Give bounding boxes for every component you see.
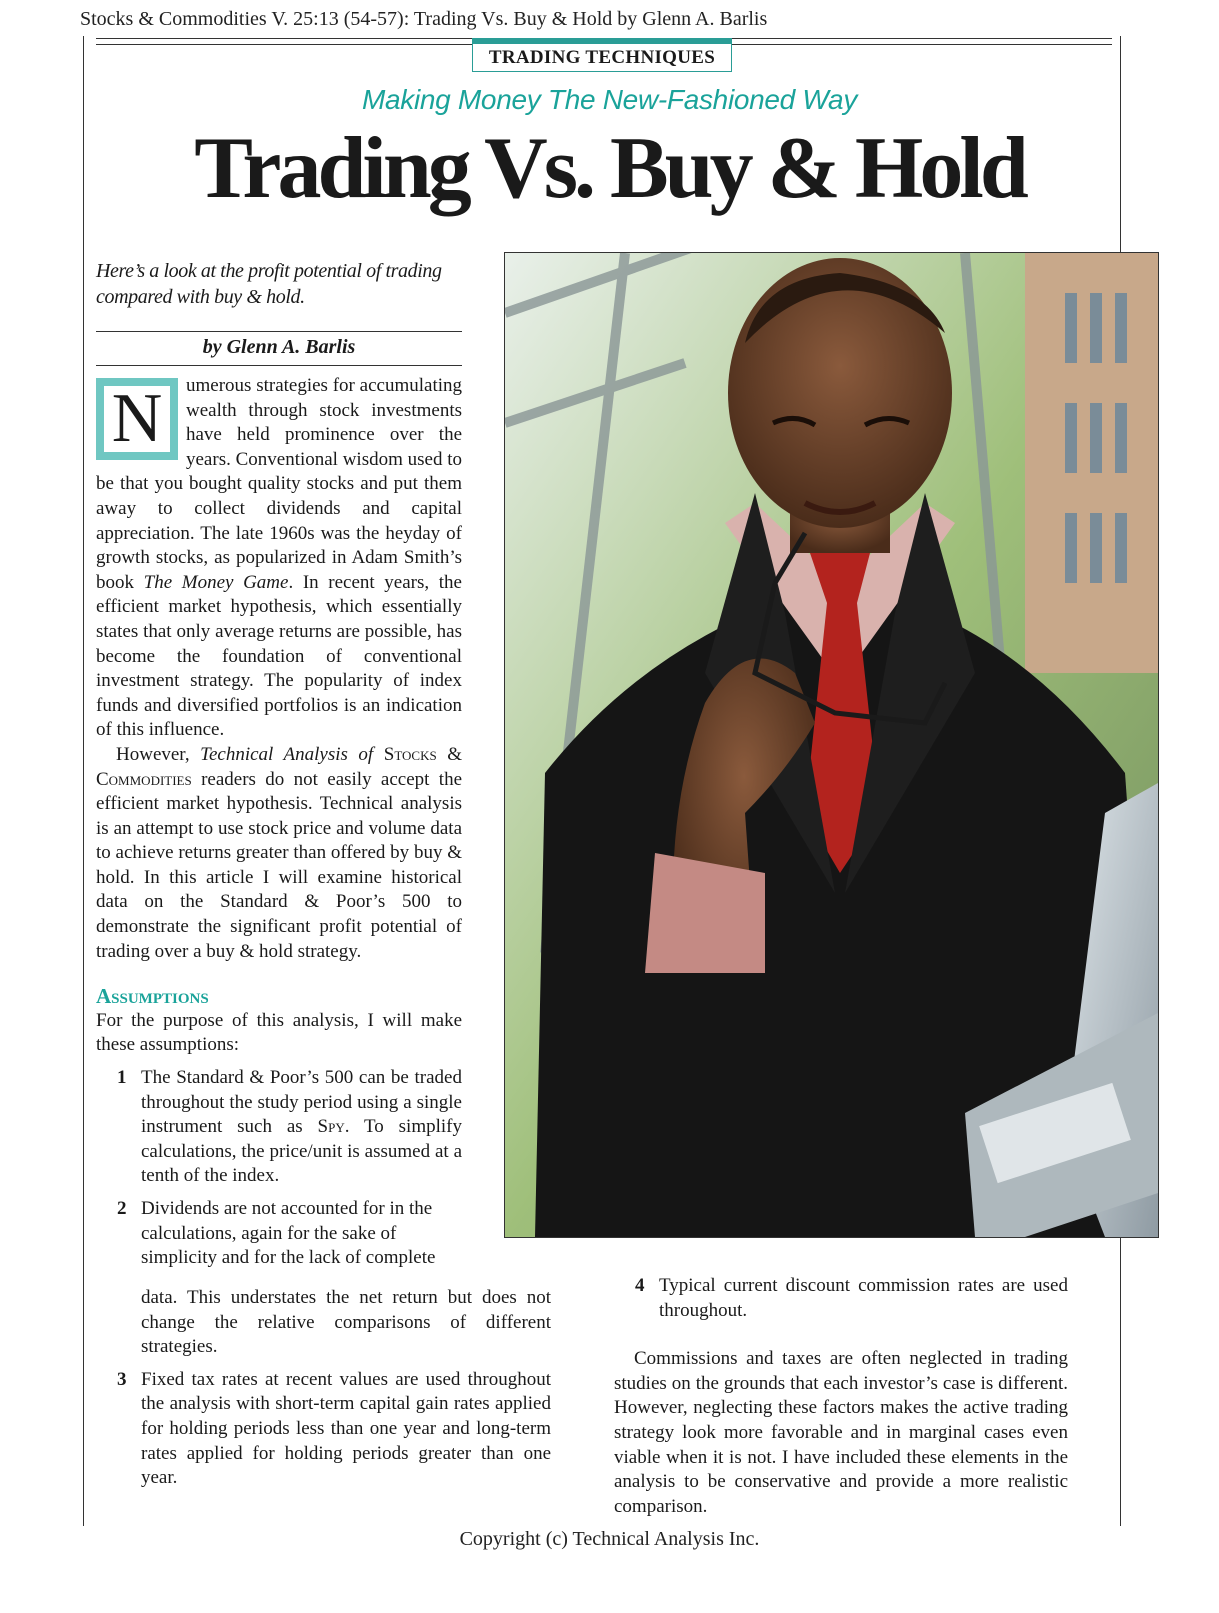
section-heading: Assumptions	[96, 984, 209, 1009]
copyright-footer: Copyright (c) Technical Analysis Inc.	[459, 1528, 760, 1550]
assumption-4	[614, 1274, 1068, 1323]
left-column-wide	[96, 1286, 551, 1491]
item-number: 1	[117, 1067, 127, 1089]
ticker-spy: Spy	[317, 1116, 345, 1138]
p2-end: readers do not easily accept the efficient market hypothesis. Technical analysis is an attempt to use stock price and volume data to achieve returns greater than offered by buy & hold. In this article I will examine historical data on the Standard & Poor’s 500 to demonstrate the significant profit potential of trading over a buy & hold strategy.	[96, 768, 462, 962]
article-title: Trading Vs. Buy & Hold	[194, 120, 1025, 217]
deck: Here’s a look at the profit potential of trading compared with buy & hold.	[96, 260, 442, 308]
item-number: 3	[117, 1368, 127, 1390]
paragraph-1	[96, 374, 462, 743]
magazine-commodities: Commodities	[96, 768, 192, 790]
p1-text: umerous strategies for accumulating wealth through stock investments have held prominence over the years. Conventional wisdom used to be that you bought quality stocks and put them away to collect dividends and capital appreciation. The late 1960s was the heyday of growth stocks, as popularized in Adam Smith’s book	[96, 375, 462, 593]
assumption-2-continued: data. This understates the net return but does not change the relative comparisons of different strategies.	[141, 1287, 551, 1358]
item-number: 4	[635, 1275, 645, 1296]
businessman-with-laptop-photo	[505, 253, 1158, 1237]
left-column	[96, 374, 462, 1271]
section-tag: TRADING TECHNIQUES	[472, 38, 732, 72]
byline: by Glenn A. Barlis	[202, 336, 356, 358]
byline-rule-top	[96, 331, 462, 332]
closing-paragraph: Commissions and taxes are often neglected in trading studies on the grounds that each investor’s case is different. However, neglecting these factors makes the active trading strategy look more favorable and in marginal cases even viable when it is not. I have included these elements in the analysis to be conservative and provide a more realistic comparison.	[614, 1348, 1068, 1517]
magazine-amp: &	[436, 743, 463, 765]
assumption-1	[96, 1066, 462, 1189]
item-text: Fixed tax rates at recent values are used throughout the analysis with short-term capital gain rates applied for holding periods less than one year and long-term rates applied for holding periods greater than one year.	[141, 1368, 551, 1489]
magazine-name: Technical Analysis of	[200, 743, 374, 765]
item-text: Typical current discount commission rates are used throughout.	[659, 1275, 1068, 1321]
paragraph-2	[96, 743, 462, 964]
running-head: Stocks & Commodities V. 25:13 (54-57): Trading Vs. Buy & Hold by Glenn A. Barlis	[80, 8, 768, 30]
item-number: 2	[117, 1198, 127, 1219]
item-text: Dividends are not accounted for in the calculations, again for the sake of simplicity and for the lack of complete	[141, 1198, 436, 1269]
assumptions-intro: For the purpose of this analysis, I will make these assumptions:	[96, 1009, 462, 1056]
left-column-rule	[83, 36, 84, 1526]
drop-cap: N	[96, 378, 178, 460]
p2-start: However,	[116, 743, 201, 765]
item-text: . To simplify calculations, the price/unit is assumed at a tenth of the index.	[141, 1116, 462, 1187]
p1-end: . In recent years, the efficient market hypothesis, which essentially states that only average returns are possible, has become the foundation of conventional investment strategy. The popularity of index funds and diversified portfolios is an indication of this influence.	[96, 571, 462, 741]
assumption-2	[96, 1197, 462, 1271]
byline-rule-bottom	[96, 365, 462, 366]
book-title: The Money Game	[143, 571, 289, 593]
assumption-3	[96, 1368, 551, 1491]
businessman-photo	[504, 252, 1159, 1238]
magazine-stocks: Stocks	[383, 743, 437, 765]
item-text: The Standard & Poor’s 500 can be traded throughout the study period using a single instrument such as	[141, 1067, 462, 1138]
kicker: Making Money The New-Fashioned Way	[361, 84, 858, 115]
right-column	[614, 1274, 1068, 1519]
